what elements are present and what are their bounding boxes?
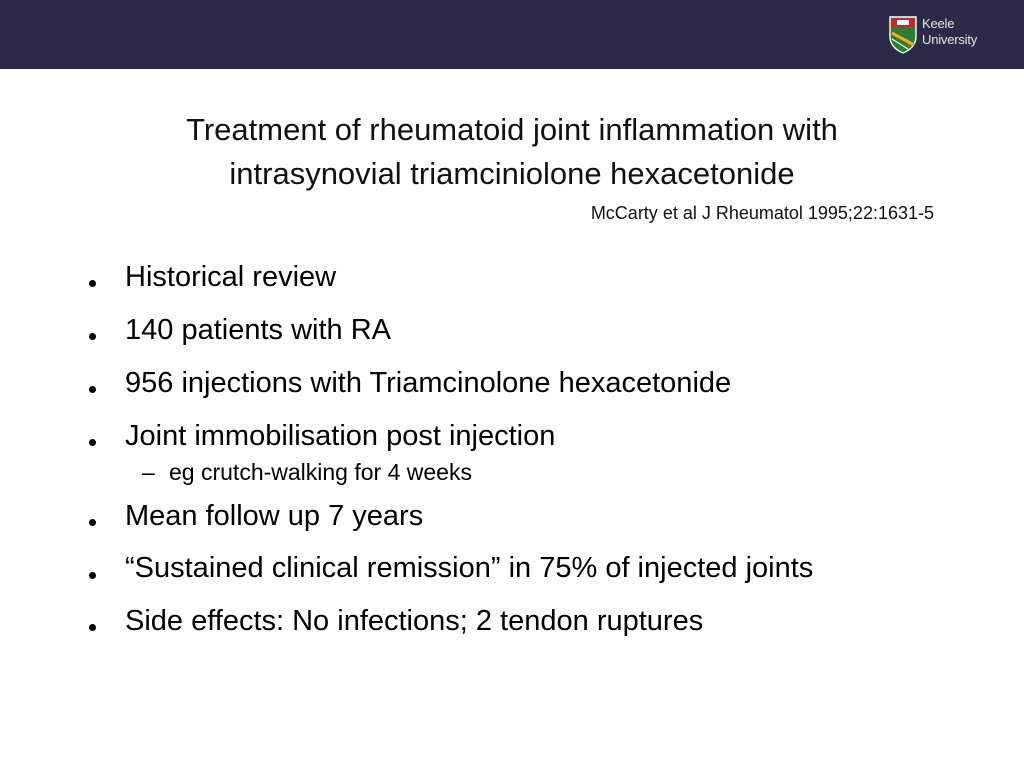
bullet-dot-icon xyxy=(89,439,96,446)
bullet-dot-icon xyxy=(89,280,96,287)
keele-university-logo xyxy=(888,14,998,56)
slide-title xyxy=(40,108,984,196)
bullet-text: Mean follow up 7 years xyxy=(125,500,424,532)
bullet-item xyxy=(86,309,946,351)
bullet-item xyxy=(86,362,946,404)
bullet-text: “Sustained clinical remission” in 75% of injected joints xyxy=(125,552,814,584)
bullet-text: Historical review xyxy=(125,261,337,293)
slide-title-line2: intrasynovial triamciniolone hexacetonide xyxy=(229,156,795,191)
shield-icon xyxy=(888,15,918,55)
bullet-dot-icon xyxy=(89,572,96,579)
bullet-text: Side effects: No infections; 2 tendon ruptures xyxy=(125,605,704,637)
slide-title-line1: Treatment of rheumatoid joint inflammation with xyxy=(186,112,838,147)
citation: McCarty et al J Rheumatol 1995;22:1631-5 xyxy=(590,203,934,223)
logo-line1: Keele xyxy=(922,16,955,31)
bullet-text: Joint immobilisation post injection xyxy=(125,420,556,452)
bullet-list xyxy=(86,256,946,653)
bullet-item xyxy=(86,415,946,457)
bullet-dot-icon xyxy=(89,519,96,526)
logo-line2: University xyxy=(922,32,978,47)
bullet-dot-icon xyxy=(89,386,96,393)
header-bar xyxy=(0,0,1024,69)
bullet-item xyxy=(86,600,946,642)
dash-icon: – xyxy=(142,459,155,485)
logo-text xyxy=(922,16,977,48)
sub-bullet-text: eg crutch-walking for 4 weeks xyxy=(169,459,472,485)
bullet-item xyxy=(86,548,946,589)
bullet-text: 956 injections with Triamcinolone hexacetonide xyxy=(125,367,732,399)
sub-bullet-item xyxy=(86,458,946,486)
svg-text:7: 7 xyxy=(907,41,911,47)
bullet-item xyxy=(86,495,946,537)
bullet-item xyxy=(86,256,946,298)
bullet-text: 140 patients with RA xyxy=(125,314,391,346)
bullet-dot-icon xyxy=(89,333,96,340)
bullet-dot-icon xyxy=(89,624,96,631)
